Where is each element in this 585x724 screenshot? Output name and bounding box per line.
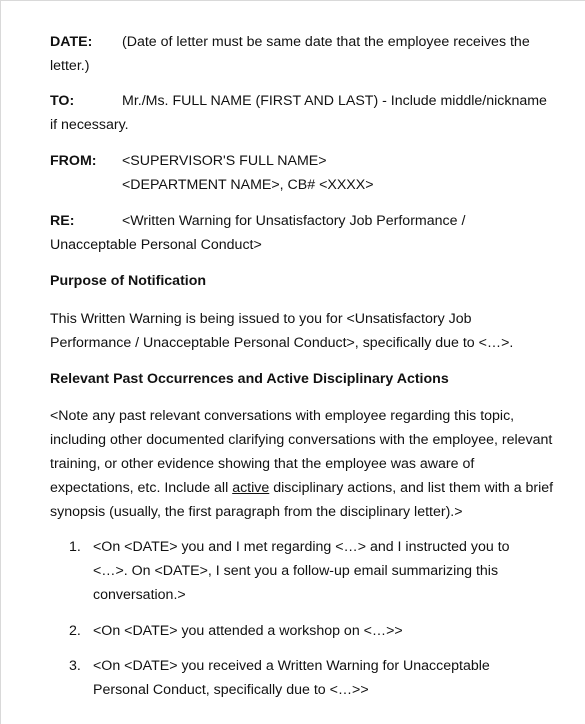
active-underlined: active	[232, 480, 270, 496]
from-label: FROM:	[50, 153, 97, 169]
to-text-line-2: if necessary.	[50, 117, 129, 133]
occurrences-heading: Relevant Past Occurrences and Active Disciplinary Actions	[50, 371, 449, 387]
occurrences-line-5: synopsis (usually, the first paragraph from the disciplinary letter).>	[50, 504, 463, 520]
date-label: DATE:	[50, 34, 93, 50]
occurrences-line-3: training, or other evidence showing that the employee was aware of	[50, 456, 475, 472]
from-text-line-2: <DEPARTMENT NAME>, CB# <XXXX>	[122, 177, 374, 193]
re-label: RE:	[50, 213, 75, 229]
list-item-1-line-1: <On <DATE> you and I met regarding <…> and I instructed you to	[93, 539, 510, 555]
occurrences-line-4-post: disciplinary actions, and list them with a brief	[269, 480, 554, 496]
occurrences-line-4	[50, 476, 553, 500]
list-item-3-line-2: Personal Conduct, specifically due to <…>>	[93, 682, 369, 698]
occurrences-line-1: <Note any past relevant conversations with employee regarding this topic,	[50, 408, 515, 424]
list-item-1-line-3: conversation.>	[93, 587, 186, 603]
occurrences-line-2: including other documented clarifying conversations with the employee, relevant	[50, 432, 553, 448]
purpose-heading: Purpose of Notification	[50, 273, 207, 289]
list-item-number: 1.	[69, 539, 81, 555]
occurrences-line-4-pre: expectations, etc. Include all	[50, 480, 233, 496]
from-text-line-1: <SUPERVISOR'S FULL NAME>	[122, 153, 327, 169]
list-item-2-line-1: <On <DATE> you attended a workshop on <…>>	[93, 623, 403, 639]
to-label: TO:	[50, 93, 75, 109]
list-item-3-line-1: <On <DATE> you received a Written Warning for Unacceptable	[93, 658, 490, 674]
date-text-line-2: letter.)	[50, 58, 90, 74]
re-text-line-2: Unacceptable Personal Conduct>	[50, 237, 262, 253]
list-item-number: 3.	[69, 658, 81, 674]
purpose-line-1: This Written Warning is being issued to you for <Unsatisfactory Job	[50, 311, 472, 327]
list-item-number: 2.	[69, 623, 81, 639]
re-text-line-1: <Written Warning for Unsatisfactory Job Performance /	[122, 213, 466, 229]
date-text-line-1: (Date of letter must be same date that the employee receives the	[122, 34, 530, 50]
list-item-1-line-2: <…>. On <DATE>, I sent you a follow-up email summarizing this	[93, 563, 499, 579]
to-text-line-1: Mr./Ms. FULL NAME (FIRST AND LAST) - Include middle/nickname	[122, 93, 547, 109]
purpose-line-2: Performance / Unacceptable Personal Conduct>, specifically due to <…>.	[50, 335, 514, 351]
